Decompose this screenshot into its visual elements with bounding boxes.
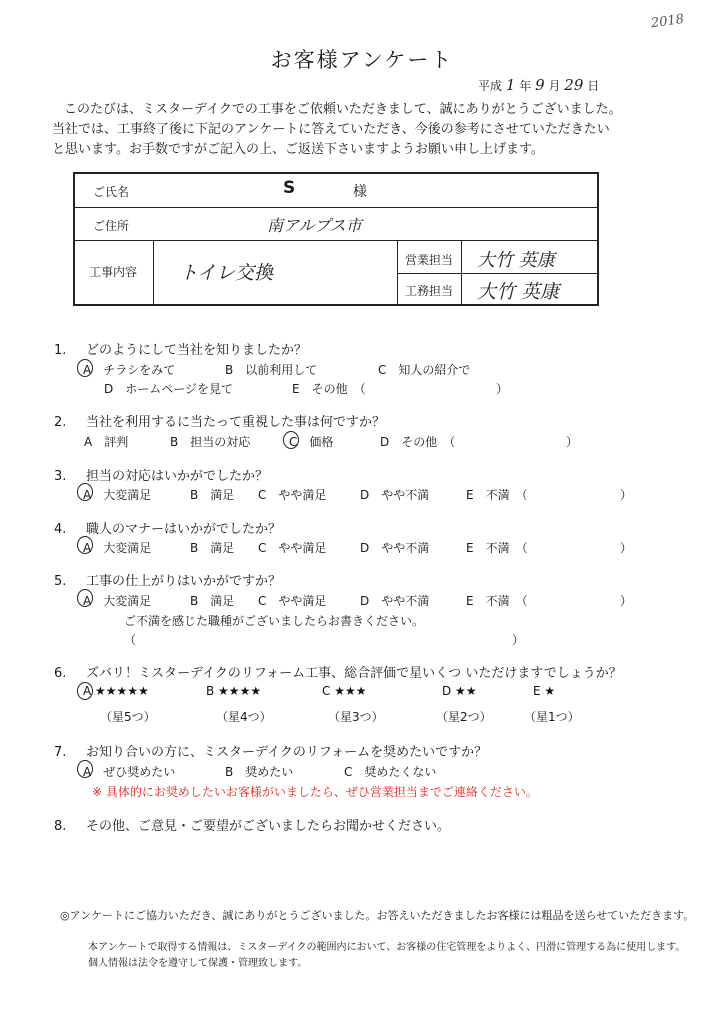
q1-option-e[interactable]: E その他 （: [292, 382, 366, 396]
q7-option-b[interactable]: B 奨めたい: [225, 765, 294, 779]
q4-option-e-close: ）: [620, 541, 633, 555]
question-number: 1.: [54, 343, 67, 358]
date-era: 平成: [478, 79, 503, 93]
name-label: ご氏名: [93, 185, 130, 199]
q4-option-b[interactable]: B 満足: [190, 541, 235, 555]
date-year-value[interactable]: 1: [505, 76, 516, 94]
question-text: ズバリ！ミスターデイクのリフォーム工事、総合評価で星いくつ いただけますでしょうか？: [86, 666, 622, 681]
question-number: 8.: [54, 819, 67, 834]
footer-privacy-1: 本アンケートで取得する情報は、ミスターデイクの範囲内において、お客様の住宅管理をよりよく、円滑に管理する為に使用します。: [88, 942, 686, 953]
question-number: 5.: [54, 574, 67, 589]
date-year-unit: 年: [519, 79, 532, 93]
question-6: [54, 662, 622, 681]
q5-option-e-close: ）: [620, 594, 633, 608]
q1-option-d[interactable]: D ホームページを見て: [104, 382, 234, 396]
date-month-value[interactable]: 9: [535, 76, 545, 94]
date-line: [478, 76, 599, 94]
intro-line: と思います。お手数ですがご記入の上、ご返送下さいますようお願い申し上げます。: [52, 142, 544, 157]
handwritten-year: 2018: [650, 11, 685, 32]
q2-option-d[interactable]: D その他 （: [380, 435, 456, 449]
q3-option-b[interactable]: B 満足: [190, 488, 235, 502]
q6-option-a-sub: （星5つ）: [100, 710, 156, 724]
q7-option-c[interactable]: C 奨めたくない: [344, 765, 437, 779]
q3-option-e-close: ）: [620, 488, 633, 502]
q1-option-a[interactable]: A チラシをみて: [83, 363, 176, 377]
question-7: [54, 741, 487, 760]
work-label: 工事内容: [89, 265, 138, 279]
customer-info-table: [73, 172, 599, 306]
question-number: 4.: [54, 522, 67, 537]
q6-option-b[interactable]: B ★★★★: [206, 684, 262, 698]
q5-option-d[interactable]: D やや不満: [360, 594, 430, 608]
construction-value[interactable]: 大竹 英康: [477, 281, 560, 303]
q5-option-b[interactable]: B 満足: [190, 594, 235, 608]
q5-sub-open[interactable]: （: [124, 633, 137, 647]
q5-option-e[interactable]: E 不満 （: [466, 594, 528, 608]
q3-option-e[interactable]: E 不満 （: [466, 488, 528, 502]
name-value[interactable]: S: [283, 178, 296, 198]
question-5: [54, 570, 281, 589]
q5-sub-prompt: ご不満を感じた職種がございましたらお書きください。: [124, 614, 425, 628]
q3-option-d[interactable]: D やや不満: [360, 488, 430, 502]
q2-option-b[interactable]: B 担当の対応: [170, 435, 251, 449]
question-text: 職人のマナーはいかがでしたか？: [86, 522, 282, 537]
q6-option-a[interactable]: A ★★★★★: [83, 684, 149, 698]
intro-line: このたびは、ミスターデイクでの工事をご依頼いただきまして、誠にありがとうございました。: [64, 102, 622, 117]
question-number: 2.: [54, 415, 67, 430]
q1-option-e-close: ）: [496, 382, 509, 396]
question-number: 7.: [54, 745, 67, 760]
q6-option-c[interactable]: C ★★★: [322, 684, 367, 698]
q4-option-e[interactable]: E 不満 （: [466, 541, 528, 555]
question-text: 工事の仕上がりはいかがですか？: [86, 574, 282, 589]
work-value[interactable]: トイレ交換: [179, 262, 274, 284]
q3-option-c[interactable]: C やや満足: [258, 488, 327, 502]
q5-option-c[interactable]: C やや満足: [258, 594, 327, 608]
q4-option-d[interactable]: D やや不満: [360, 541, 430, 555]
q6-option-d-sub: （星2つ）: [436, 710, 492, 724]
q1-option-b[interactable]: B 以前利用して: [225, 363, 318, 377]
intro-text: [52, 100, 704, 160]
page-title: お客様アンケート: [270, 48, 454, 72]
q5-option-a[interactable]: A 大変満足: [83, 594, 152, 608]
question-1: [54, 339, 307, 358]
q6-option-d[interactable]: D ★★: [442, 684, 477, 698]
q4-option-c[interactable]: C やや満足: [258, 541, 327, 555]
q3-option-a[interactable]: A 大変満足: [83, 488, 152, 502]
q6-option-b-sub: （星4つ）: [216, 710, 272, 724]
q7-option-a[interactable]: A ぜひ奨めたい: [83, 765, 176, 779]
date-month-unit: 月: [548, 79, 561, 93]
date-day-unit: 日: [587, 79, 600, 93]
intro-line: 当社では、工事終了後に下記のアンケートに答えていただき、今後の参考にさせていただきたい: [52, 122, 610, 137]
q5-sub-close: ）: [512, 633, 525, 647]
q1-option-c[interactable]: C 知人の紹介で: [378, 363, 471, 377]
question-number: 3.: [54, 469, 67, 484]
question-text: 当社を利用するに当たって重視した事は何ですか？: [86, 415, 386, 430]
name-suffix: 様: [353, 184, 367, 200]
q2-option-c[interactable]: C 価格: [289, 435, 334, 449]
q7-note: ※ 具体的にお奨めしたいお客様がいましたら、ぜひ営業担当までご連絡ください。: [92, 785, 538, 799]
question-text: どのようにして当社を知りましたか？: [86, 343, 308, 358]
sales-label: 営業担当: [405, 253, 454, 267]
sales-value[interactable]: 大竹 英康: [477, 250, 555, 271]
question-text: その他、ご意見・ご要望がございましたらお聞かせください。: [86, 819, 451, 834]
question-text: 担当の対応はいかがでしたか？: [86, 469, 269, 484]
q6-option-e[interactable]: E ★: [533, 684, 556, 698]
q4-option-a[interactable]: A 大変満足: [83, 541, 152, 555]
question-number: 6.: [54, 666, 67, 681]
question-2: [54, 411, 385, 430]
address-label: ご住所: [93, 219, 130, 233]
question-4: [54, 518, 281, 537]
q6-option-e-sub: （星1つ）: [524, 710, 580, 724]
footer-privacy-2: 個人情報は法令を遵守して保護・管理致します。: [88, 958, 308, 969]
question-8: [54, 815, 450, 834]
date-day-value[interactable]: 29: [564, 76, 584, 94]
question-3: [54, 465, 268, 484]
q2-option-a[interactable]: A 評判: [84, 435, 129, 449]
construction-label: 工務担当: [405, 284, 454, 298]
question-text: お知り合いの方に、ミスターデイクのリフォームを奨めたいですか？: [86, 745, 488, 760]
footer-thanks: ◎アンケートにご協力いただき、誠にありがとうございました。お答えいただきましたお客様には粗品を送らせていただきます。: [60, 909, 695, 922]
q2-option-d-close: ）: [566, 435, 579, 449]
address-value[interactable]: 南アルプス市: [267, 216, 362, 235]
q6-option-c-sub: （星3つ）: [328, 710, 384, 724]
